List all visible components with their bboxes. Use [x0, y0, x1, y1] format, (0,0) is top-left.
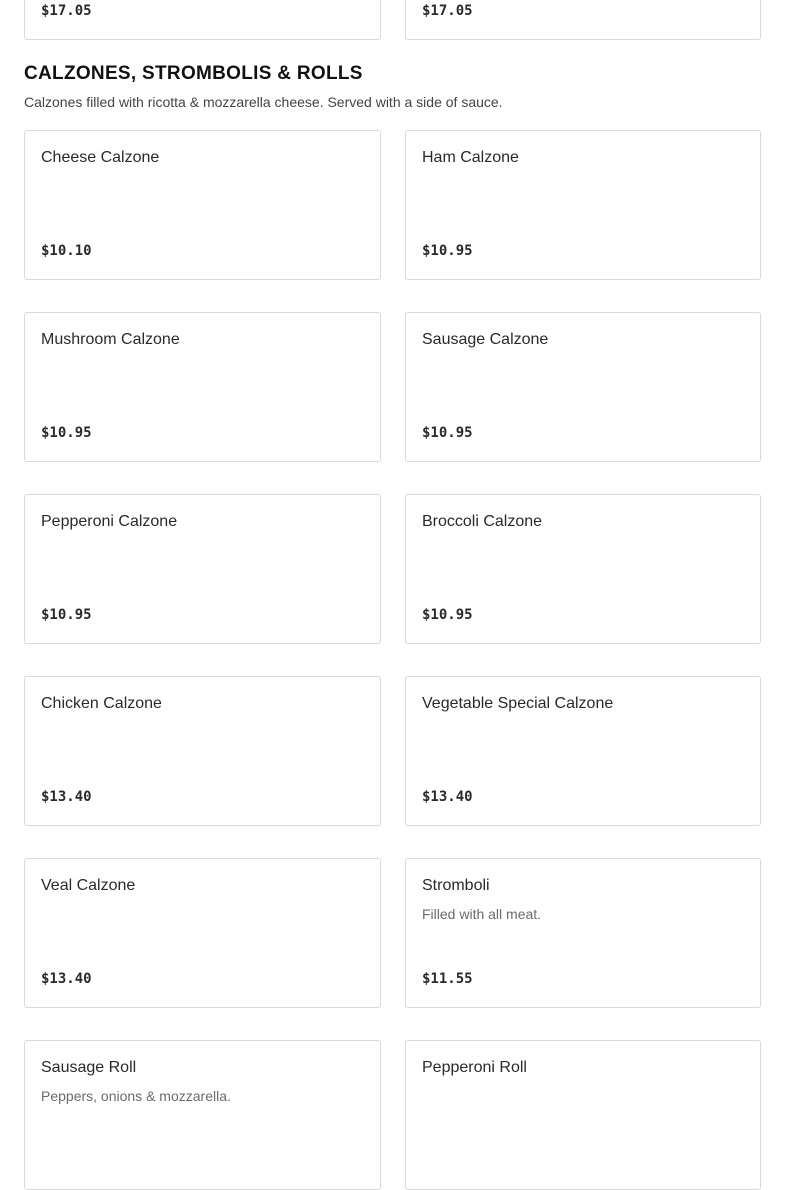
menu-item-card[interactable] [24, 312, 381, 462]
section-description: Calzones filled with ricotta & mozzarella cheese. Served with a side of sauce. [24, 94, 503, 110]
item-name: Broccoli Calzone [422, 513, 543, 530]
menu-item-card[interactable] [24, 1040, 381, 1190]
item-price: $10.95 [422, 243, 473, 259]
item-name: Sausage Roll [41, 1059, 137, 1076]
item-price: $10.95 [41, 425, 92, 441]
item-name: Chicken Calzone [41, 695, 162, 712]
item-name: Vegetable Special Calzone [422, 695, 614, 712]
menu-item-card[interactable] [24, 130, 381, 280]
item-price: $17.05 [41, 3, 92, 19]
menu-item-card[interactable] [24, 494, 381, 644]
item-price: $13.40 [41, 971, 92, 987]
item-price: $17.05 [422, 3, 473, 19]
item-name: Stromboli [422, 877, 490, 894]
menu-item-card[interactable] [405, 1040, 761, 1190]
item-name: Mushroom Calzone [41, 331, 180, 348]
item-name: Pepperoni Calzone [41, 513, 178, 530]
item-price: $10.95 [422, 425, 473, 441]
item-price: $10.95 [422, 607, 473, 623]
item-price: $10.10 [41, 243, 92, 259]
item-name: Cheese Calzone [41, 149, 160, 166]
item-name: Veal Calzone [41, 877, 136, 894]
menu-item-card[interactable] [405, 676, 761, 826]
menu-item-card[interactable] [24, 676, 381, 826]
section-title: CALZONES, STROMBOLIS & ROLLS [24, 63, 363, 84]
item-name: Ham Calzone [422, 149, 519, 166]
item-name: Pepperoni Roll [422, 1059, 527, 1076]
item-name: Sausage Calzone [422, 331, 549, 348]
item-price: $10.95 [41, 607, 92, 623]
menu-item-card[interactable] [405, 858, 761, 1008]
menu-item-card[interactable] [405, 312, 761, 462]
item-price: $11.55 [422, 971, 473, 987]
menu-item-card[interactable] [24, 0, 381, 40]
item-description: Peppers, onions & mozzarella. [41, 1088, 231, 1104]
item-description: Filled with all meat. [422, 906, 542, 922]
item-price: $13.40 [422, 789, 473, 805]
menu-item-card[interactable] [405, 0, 761, 40]
menu-item-card[interactable] [24, 858, 381, 1008]
menu-item-card[interactable] [405, 494, 761, 644]
item-price: $13.40 [41, 789, 92, 805]
menu-item-card[interactable] [405, 130, 761, 280]
